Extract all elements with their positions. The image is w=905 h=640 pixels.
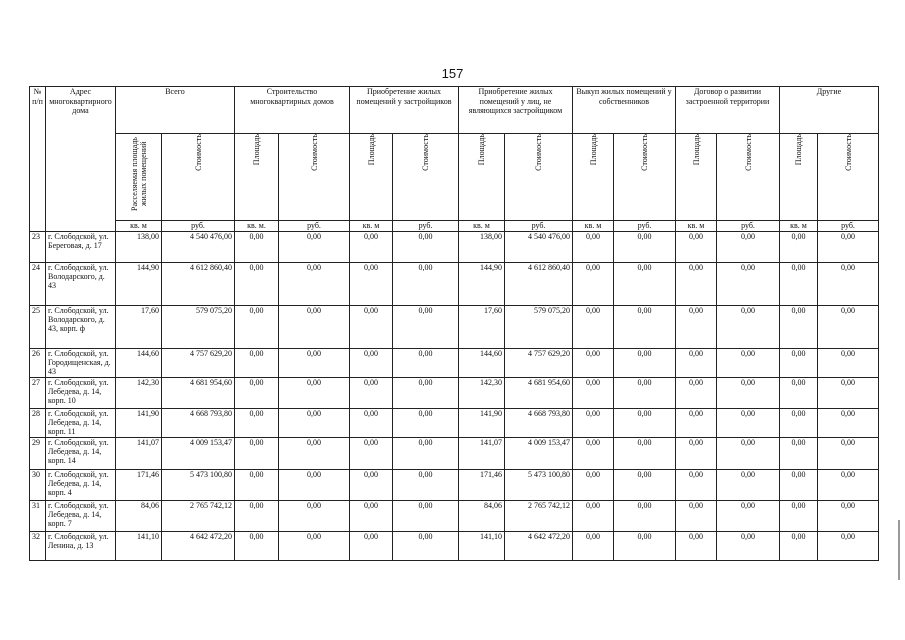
table-row: [30, 469, 879, 500]
resettled-area-cell: 84,06: [116, 500, 162, 531]
buyout-cost-cell: 0,00: [614, 348, 676, 377]
acq-nondev-cost-cell: 4 540 476,00: [505, 231, 573, 262]
acq-dev-cost-cell: 0,00: [393, 469, 459, 500]
agreement-cost-cell: 0,00: [717, 469, 780, 500]
subheader-cost: Стоимость: [717, 134, 780, 221]
construction-cost-cell: 0,00: [279, 500, 350, 531]
agreement-area-cell: 0,00: [676, 348, 717, 377]
acq-nondev-area-cell: 138,00: [459, 231, 505, 262]
table-row: [30, 231, 879, 262]
buyout-area-cell: 0,00: [573, 231, 614, 262]
agreement-cost-cell: 0,00: [717, 348, 780, 377]
agreement-area-cell: 0,00: [676, 305, 717, 348]
resettled-area-cell: 17,60: [116, 305, 162, 348]
other-cost-cell: 0,00: [818, 262, 879, 305]
acq-dev-area-cell: 0,00: [350, 531, 393, 560]
header-acquisition-developers: Приобретение жилых помещений у застройщиков: [350, 87, 459, 134]
row-number-cell: 28: [30, 408, 46, 437]
other-cost-cell: 0,00: [818, 348, 879, 377]
construction-area-cell: 0,00: [235, 377, 279, 408]
construction-cost-cell: 0,00: [279, 531, 350, 560]
acq-nondev-area-cell: 171,46: [459, 469, 505, 500]
acq-nondev-area-cell: 141,10: [459, 531, 505, 560]
header-number: № п/п: [30, 87, 46, 232]
acq-dev-cost-cell: 0,00: [393, 231, 459, 262]
subheader-cost: Стоимость: [393, 134, 459, 221]
acq-nondev-area-cell: 142,30: [459, 377, 505, 408]
acq-dev-cost-cell: 0,00: [393, 531, 459, 560]
acq-nondev-area-cell: 141,90: [459, 408, 505, 437]
construction-area-cell: 0,00: [235, 348, 279, 377]
other-area-cell: 0,00: [780, 408, 818, 437]
row-number-cell: 25: [30, 305, 46, 348]
construction-area-cell: 0,00: [235, 231, 279, 262]
header-total: Всего: [116, 87, 235, 134]
resettled-area-cell: 138,00: [116, 231, 162, 262]
buyout-area-cell: 0,00: [573, 305, 614, 348]
agreement-cost-cell: 0,00: [717, 305, 780, 348]
other-area-cell: 0,00: [780, 469, 818, 500]
other-area-cell: 0,00: [780, 305, 818, 348]
subheader-cost: Стоимость: [818, 134, 879, 221]
table-row: [30, 348, 879, 377]
header-acquisition-non-developers: Приобретение жилых помещений у лиц, не являющихся застройщиком: [459, 87, 573, 134]
header-address: Адрес многоквартирного дома: [46, 87, 116, 232]
address-cell: г. Слободской, ул. Лебедева, д. 14, корп. 11: [46, 408, 116, 437]
buyout-cost-cell: 0,00: [614, 469, 676, 500]
buyout-cost-cell: 0,00: [614, 531, 676, 560]
table-row: [30, 377, 879, 408]
other-cost-cell: 0,00: [818, 408, 879, 437]
address-cell: г. Слободской, ул. Береговая, д. 17: [46, 231, 116, 262]
unit-rub: руб.: [818, 221, 879, 232]
page-number: 157: [441, 66, 464, 81]
other-area-cell: 0,00: [780, 377, 818, 408]
agreement-area-cell: 0,00: [676, 408, 717, 437]
address-cell: г. Слободской, ул. Лебедева, д. 14, корп. 4: [46, 469, 116, 500]
row-number-cell: 23: [30, 231, 46, 262]
buyout-area-cell: 0,00: [573, 531, 614, 560]
resettled-area-cell: 141,90: [116, 408, 162, 437]
subheader-area: Площадь: [235, 134, 279, 221]
other-cost-cell: 0,00: [818, 305, 879, 348]
acq-nondev-area-cell: 144,60: [459, 348, 505, 377]
row-number-cell: 31: [30, 500, 46, 531]
address-cell: г. Слободской, ул. Лебедева, д. 14, корп. 7: [46, 500, 116, 531]
unit-rub: руб.: [279, 221, 350, 232]
acq-nondev-cost-cell: 5 473 100,80: [505, 469, 573, 500]
other-area-cell: 0,00: [780, 531, 818, 560]
construction-area-cell: 0,00: [235, 469, 279, 500]
construction-cost-cell: 0,00: [279, 305, 350, 348]
total-cost-cell: 4 757 629,20: [162, 348, 235, 377]
table-row: [30, 531, 879, 560]
other-cost-cell: 0,00: [818, 377, 879, 408]
construction-area-cell: 0,00: [235, 305, 279, 348]
buyout-area-cell: 0,00: [573, 469, 614, 500]
unit-sqm: кв. м: [676, 221, 717, 232]
agreement-cost-cell: 0,00: [717, 531, 780, 560]
row-number-cell: 27: [30, 377, 46, 408]
construction-area-cell: 0,00: [235, 262, 279, 305]
total-cost-cell: 4 612 860,40: [162, 262, 235, 305]
subheader-resettled-area: Расселяемая площадь жилых помещений: [116, 134, 162, 221]
address-cell: г. Слободской, ул. Лебедева, д. 14, корп. 14: [46, 437, 116, 469]
subheader-area: Площадь: [676, 134, 717, 221]
agreement-area-cell: 0,00: [676, 377, 717, 408]
acq-nondev-cost-cell: 2 765 742,12: [505, 500, 573, 531]
construction-cost-cell: 0,00: [279, 437, 350, 469]
acq-nondev-area-cell: 141,07: [459, 437, 505, 469]
total-cost-cell: 579 075,20: [162, 305, 235, 348]
construction-cost-cell: 0,00: [279, 231, 350, 262]
other-area-cell: 0,00: [780, 500, 818, 531]
row-number-cell: 29: [30, 437, 46, 469]
resettled-area-cell: 171,46: [116, 469, 162, 500]
subheader-area: Площадь: [573, 134, 614, 221]
acq-dev-area-cell: 0,00: [350, 437, 393, 469]
acq-dev-cost-cell: 0,00: [393, 408, 459, 437]
agreement-cost-cell: 0,00: [717, 408, 780, 437]
other-area-cell: 0,00: [780, 437, 818, 469]
agreement-cost-cell: 0,00: [717, 500, 780, 531]
row-number-cell: 26: [30, 348, 46, 377]
other-cost-cell: 0,00: [818, 437, 879, 469]
unit-rub: руб.: [393, 221, 459, 232]
unit-rub: руб.: [505, 221, 573, 232]
buyout-area-cell: 0,00: [573, 262, 614, 305]
agreement-cost-cell: 0,00: [717, 377, 780, 408]
other-cost-cell: 0,00: [818, 531, 879, 560]
subheader-cost: Стоимость: [162, 134, 235, 221]
address-cell: г. Слободской, ул. Ленина, д. 13: [46, 531, 116, 560]
total-cost-cell: 4 668 793,80: [162, 408, 235, 437]
header-buyout: Выкуп жилых помещений у собственников: [573, 87, 676, 134]
total-cost-cell: 4 540 476,00: [162, 231, 235, 262]
resettled-area-cell: 141,10: [116, 531, 162, 560]
buyout-cost-cell: 0,00: [614, 500, 676, 531]
address-cell: г. Слободской, ул. Володарского, д. 43: [46, 262, 116, 305]
acq-dev-area-cell: 0,00: [350, 348, 393, 377]
total-cost-cell: 4 009 153,47: [162, 437, 235, 469]
acq-dev-cost-cell: 0,00: [393, 437, 459, 469]
acq-dev-area-cell: 0,00: [350, 408, 393, 437]
acq-nondev-area-cell: 84,06: [459, 500, 505, 531]
acq-dev-cost-cell: 0,00: [393, 377, 459, 408]
acq-dev-area-cell: 0,00: [350, 262, 393, 305]
agreement-area-cell: 0,00: [676, 531, 717, 560]
buyout-cost-cell: 0,00: [614, 262, 676, 305]
buyout-area-cell: 0,00: [573, 437, 614, 469]
resettled-area-cell: 142,30: [116, 377, 162, 408]
buyout-cost-cell: 0,00: [614, 305, 676, 348]
table-row: [30, 500, 879, 531]
unit-sqm: кв. м.: [235, 221, 279, 232]
acq-dev-area-cell: 0,00: [350, 231, 393, 262]
address-cell: г. Слободской, ул. Лебедева, д. 14, корп. 10: [46, 377, 116, 408]
row-number-cell: 32: [30, 531, 46, 560]
acq-nondev-cost-cell: 4 642 472,20: [505, 531, 573, 560]
acq-dev-area-cell: 0,00: [350, 500, 393, 531]
acq-nondev-cost-cell: 4 668 793,80: [505, 408, 573, 437]
acq-dev-cost-cell: 0,00: [393, 348, 459, 377]
construction-area-cell: 0,00: [235, 408, 279, 437]
agreement-area-cell: 0,00: [676, 500, 717, 531]
buyout-area-cell: 0,00: [573, 348, 614, 377]
acq-dev-area-cell: 0,00: [350, 469, 393, 500]
acq-nondev-area-cell: 17,60: [459, 305, 505, 348]
agreement-cost-cell: 0,00: [717, 231, 780, 262]
total-cost-cell: 2 765 742,12: [162, 500, 235, 531]
construction-cost-cell: 0,00: [279, 408, 350, 437]
construction-cost-cell: 0,00: [279, 469, 350, 500]
unit-rub: руб.: [162, 221, 235, 232]
buyout-area-cell: 0,00: [573, 377, 614, 408]
subheader-cost: Стоимость: [614, 134, 676, 221]
address-cell: г. Слободской, ул. Володарского, д. 43, корп. ф: [46, 305, 116, 348]
unit-sqm: кв. м: [780, 221, 818, 232]
row-number-cell: 24: [30, 262, 46, 305]
resettled-area-cell: 141,07: [116, 437, 162, 469]
unit-sqm: кв. м: [350, 221, 393, 232]
construction-cost-cell: 0,00: [279, 377, 350, 408]
construction-area-cell: 0,00: [235, 437, 279, 469]
acq-nondev-cost-cell: 4 009 153,47: [505, 437, 573, 469]
acq-dev-area-cell: 0,00: [350, 377, 393, 408]
acq-dev-cost-cell: 0,00: [393, 305, 459, 348]
other-cost-cell: 0,00: [818, 231, 879, 262]
acq-dev-area-cell: 0,00: [350, 305, 393, 348]
acq-nondev-area-cell: 144,90: [459, 262, 505, 305]
table-row: [30, 262, 879, 305]
acq-nondev-cost-cell: 4 612 860,40: [505, 262, 573, 305]
table-row: [30, 408, 879, 437]
unit-sqm: кв. м: [573, 221, 614, 232]
other-cost-cell: 0,00: [818, 500, 879, 531]
other-area-cell: 0,00: [780, 348, 818, 377]
agreement-area-cell: 0,00: [676, 469, 717, 500]
subheader-area: Площадь: [780, 134, 818, 221]
agreement-area-cell: 0,00: [676, 262, 717, 305]
unit-sqm: кв. м: [459, 221, 505, 232]
header-construction: Строительство многоквартирных домов: [235, 87, 350, 134]
row-number-cell: 30: [30, 469, 46, 500]
resettled-area-cell: 144,60: [116, 348, 162, 377]
agreement-cost-cell: 0,00: [717, 437, 780, 469]
buyout-cost-cell: 0,00: [614, 377, 676, 408]
unit-sqm: кв. м: [116, 221, 162, 232]
construction-area-cell: 0,00: [235, 500, 279, 531]
subheader-cost: Стоимость: [505, 134, 573, 221]
address-cell: г. Слободской, ул. Городищенская, д. 43: [46, 348, 116, 377]
other-area-cell: 0,00: [780, 231, 818, 262]
buyout-cost-cell: 0,00: [614, 437, 676, 469]
agreement-area-cell: 0,00: [676, 231, 717, 262]
header-territory-agreement: Договор о развитии застроенной территории: [676, 87, 780, 134]
acq-nondev-cost-cell: 579 075,20: [505, 305, 573, 348]
construction-cost-cell: 0,00: [279, 348, 350, 377]
acq-dev-cost-cell: 0,00: [393, 262, 459, 305]
subheader-cost: Стоимость: [279, 134, 350, 221]
header-other: Другие: [780, 87, 879, 134]
total-cost-cell: 4 681 954,60: [162, 377, 235, 408]
buyout-area-cell: 0,00: [573, 408, 614, 437]
acq-nondev-cost-cell: 4 757 629,20: [505, 348, 573, 377]
resettled-area-cell: 144,90: [116, 262, 162, 305]
construction-cost-cell: 0,00: [279, 262, 350, 305]
acq-dev-cost-cell: 0,00: [393, 500, 459, 531]
other-cost-cell: 0,00: [818, 469, 879, 500]
other-area-cell: 0,00: [780, 262, 818, 305]
table-row: [30, 437, 879, 469]
subheader-area: Площадь: [459, 134, 505, 221]
acq-nondev-cost-cell: 4 681 954,60: [505, 377, 573, 408]
agreement-area-cell: 0,00: [676, 437, 717, 469]
agreement-cost-cell: 0,00: [717, 262, 780, 305]
unit-rub: руб.: [717, 221, 780, 232]
buyout-cost-cell: 0,00: [614, 231, 676, 262]
total-cost-cell: 4 642 472,20: [162, 531, 235, 560]
table-row: [30, 305, 879, 348]
subheader-area: Площадь: [350, 134, 393, 221]
buyout-cost-cell: 0,00: [614, 408, 676, 437]
buyout-area-cell: 0,00: [573, 500, 614, 531]
resettlement-table: [29, 86, 879, 561]
total-cost-cell: 5 473 100,80: [162, 469, 235, 500]
scan-edge-mark: [898, 520, 900, 580]
construction-area-cell: 0,00: [235, 531, 279, 560]
unit-rub: руб.: [614, 221, 676, 232]
